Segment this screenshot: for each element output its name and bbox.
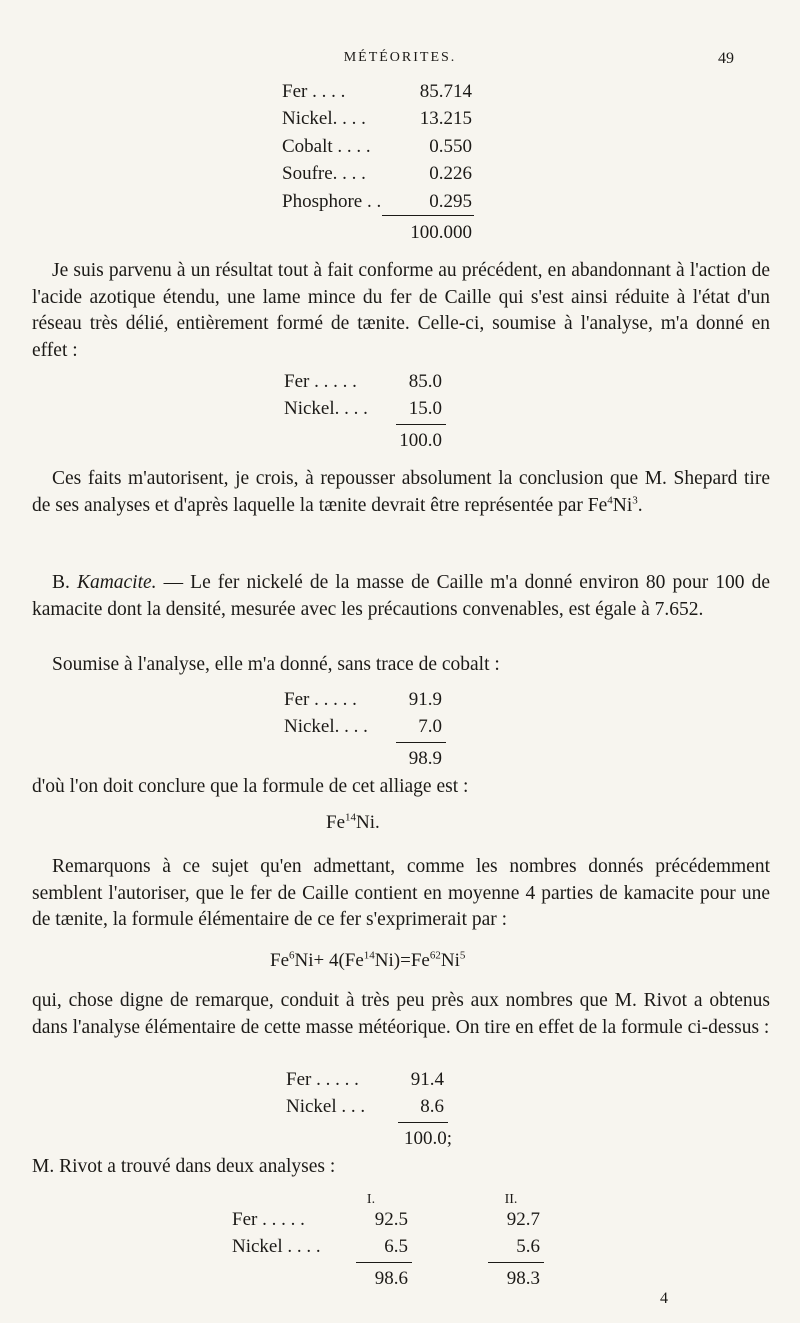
paragraph — [32, 652, 770, 679]
paragraph-text: qui, chose digne de remarque, conduit à très peu près aux nombres que M. Rivot a obtenus dans l'analyse élémentaire de cette masse météorique. On tire en effet de la formule ci-dessus : — [32, 990, 770, 1038]
row-label: Nickel . . . — [286, 1096, 366, 1118]
sum-rule — [356, 1262, 412, 1263]
table-row — [286, 1066, 486, 1093]
row-value: 13.215 — [419, 108, 472, 130]
paragraph-text: Remarquons à ce sujet qu'en admettant, comme les nombres donnés précédemment semblent l'autoriser, que le fer de Caille contient en moyenne 4 parties de kamacite pour une de tænite, la formule élémentaire de ce fer s'exprimerait par : — [32, 856, 770, 930]
paragraph — [32, 774, 770, 801]
row-value: 6.5 — [384, 1236, 408, 1258]
superscript: 3 — [632, 494, 638, 506]
table-row — [284, 395, 464, 422]
formula-part: Ni)=Fe — [374, 950, 430, 971]
formula — [326, 812, 380, 834]
row-value: 91.9 — [408, 689, 442, 710]
row-value: 92.5 — [374, 1209, 408, 1230]
sum-rule — [488, 1262, 544, 1263]
row-label: Fer . . . . . — [286, 1069, 359, 1090]
superscript: 62 — [429, 949, 441, 962]
paragraph-text: Soumise à l'analyse, elle m'a donné, sans trace de cobalt : — [52, 654, 500, 675]
row-label: Nickel. . . . — [282, 108, 366, 130]
formula-part: Ni+ 4(Fe — [294, 950, 364, 971]
sum-rule — [396, 742, 446, 743]
paragraph-text: — Le fer nickelé de la masse de Caille m'a donné environ 80 pour 100 de kamacite dont la densité, mesurée avec les précautions convenables, est égale à 7.652. — [32, 572, 770, 620]
running-title: MÉTÉORITES. — [343, 50, 457, 65]
row-label: Fer . . . . . — [284, 689, 357, 710]
formula-part: Fe — [270, 950, 289, 971]
table-total-row — [284, 745, 464, 772]
row-label: Nickel. . . . — [284, 398, 368, 420]
total-value: 98.9 — [408, 747, 442, 769]
superscript: 14 — [345, 811, 356, 824]
paragraph-text: Ni — [612, 494, 633, 516]
formula-part: Ni. — [356, 812, 380, 833]
table-row — [282, 133, 482, 160]
paragraph-text: Je suis parvenu à un résultat tout à fait conforme au précédent, en abandonnant à l'action de l'acide azotique étendu, une lame mince du fer de Caille qui s'est ainsi réduite à l'état d'un réseau très délié, entièrement formé de tænite. Celle-ci, soumise à l'analyse, m'a donné en effet : — [32, 260, 770, 361]
analysis-table-5 — [232, 1186, 552, 1292]
row-value: 0.550 — [429, 135, 472, 157]
row-label: Cobalt . . . . — [282, 135, 371, 157]
paragraph-text: d'où l'on doit conclure que la formule de cet alliage est : — [32, 776, 469, 797]
total-value: 98.3 — [506, 1267, 540, 1289]
row-label: Fer . . . . — [282, 81, 346, 102]
table-total-row — [282, 219, 482, 246]
analysis-table-4 — [286, 1066, 486, 1152]
table-row — [282, 105, 482, 132]
superscript: 5 — [459, 949, 466, 962]
superscript: 6 — [289, 949, 295, 962]
table-total-row — [232, 1265, 552, 1292]
sum-rule — [382, 215, 474, 216]
row-value: 91.4 — [410, 1069, 444, 1090]
row-label: Fer . . . . . — [232, 1209, 305, 1230]
section-letter: B. — [52, 572, 77, 593]
superscript: 4 — [607, 494, 613, 506]
row-label: Nickel. . . . — [284, 716, 368, 738]
formula-part: Ni — [440, 950, 460, 971]
paragraph — [32, 1154, 770, 1181]
paragraph-text: . — [637, 494, 643, 516]
table-total-row — [286, 1125, 486, 1152]
row-value: 85.714 — [419, 81, 472, 102]
sum-rule — [396, 424, 446, 425]
sum-rule — [398, 1122, 448, 1123]
table-row — [232, 1233, 552, 1260]
table-header-row — [232, 1186, 552, 1206]
total-value: 100.0; — [403, 1127, 452, 1149]
total-value: 100.000 — [410, 221, 472, 243]
table-total-row — [284, 427, 464, 454]
total-value: 100.0 — [399, 429, 442, 451]
table-row — [282, 78, 482, 105]
table-row — [284, 713, 464, 740]
column-header: II. — [504, 1192, 518, 1207]
total-value: 98.6 — [374, 1267, 408, 1289]
row-value: 15.0 — [408, 398, 442, 420]
paragraph-text: Ces faits m'autorisent, je crois, à repousser absolument la conclusion que M. Shepard tire de ses analyses et d'après laquelle la tænite devrait être représentée par Fe — [32, 468, 770, 516]
signature-mark: 4 — [660, 1290, 668, 1307]
row-value: 8.6 — [420, 1096, 444, 1118]
table-row — [232, 1206, 552, 1233]
table-row — [286, 1093, 486, 1120]
table-row — [284, 686, 464, 713]
row-label: Nickel . . . . — [232, 1236, 321, 1258]
table-row — [282, 188, 482, 215]
column-header: I. — [366, 1192, 376, 1207]
row-value: 0.226 — [429, 163, 472, 185]
analysis-table-2 — [284, 368, 464, 454]
analysis-table-3 — [284, 686, 464, 772]
paragraph — [32, 466, 770, 519]
page-number: 49 — [718, 50, 734, 67]
paragraph — [32, 854, 770, 934]
row-label: Soufre. . . . — [282, 163, 366, 185]
section-title: Kamacite. — [76, 572, 157, 593]
paragraph — [32, 258, 770, 364]
table-row — [284, 368, 464, 395]
paragraph-text: M. Rivot a trouvé dans deux analyses : — [32, 1156, 336, 1177]
row-value: 92.7 — [506, 1209, 540, 1230]
row-value: 0.295 — [429, 190, 472, 212]
row-value: 85.0 — [408, 371, 442, 392]
formula-part: Fe — [326, 812, 345, 833]
paragraph — [32, 570, 770, 623]
analysis-table-1 — [282, 78, 482, 246]
row-value: 7.0 — [418, 716, 442, 738]
table-row — [282, 160, 482, 187]
row-label: Phosphore . . — [282, 190, 382, 212]
superscript: 14 — [363, 949, 375, 962]
row-value: 5.6 — [516, 1236, 540, 1258]
paragraph — [32, 988, 770, 1041]
row-label: Fer . . . . . — [284, 371, 357, 392]
formula — [270, 950, 465, 972]
